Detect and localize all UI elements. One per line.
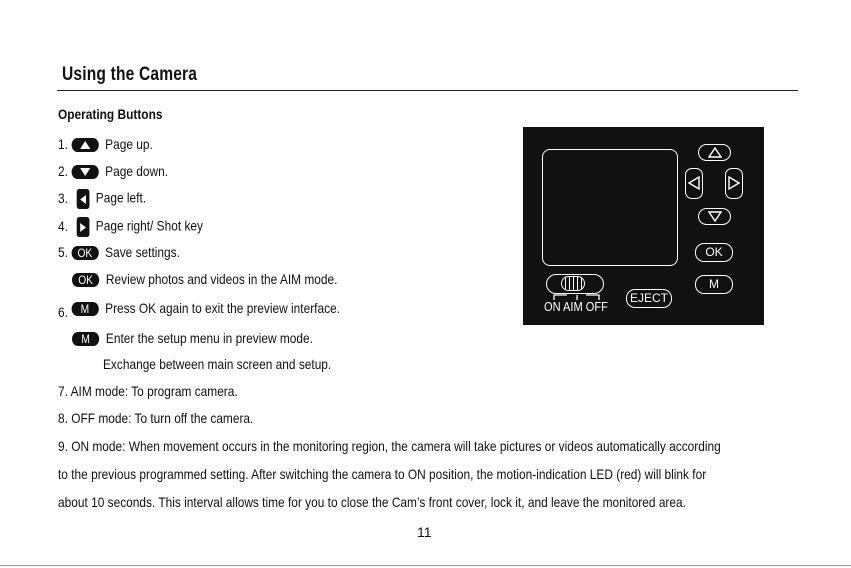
mode-switch-labels: ON AIM OFF: [544, 299, 608, 314]
section-title: Operating Buttons: [58, 106, 163, 122]
camera-panel-illustration: [523, 127, 764, 325]
camera-lcd-screen: [542, 149, 678, 266]
m-key-icon: M: [71, 302, 98, 316]
list-item: 1. Page up.: [58, 136, 153, 152]
list-item: 8. OFF mode: To turn off the camera.: [58, 410, 254, 426]
camera-eject-button: EJECT: [626, 289, 672, 308]
item-text: Page right/ Shot key: [95, 217, 203, 234]
up-arrow-icon: [71, 138, 98, 152]
item-text: Page down.: [105, 163, 169, 179]
item-text: AIM mode: To program camera.: [70, 383, 238, 399]
list-item: [103, 356, 331, 372]
list-item: 6. M Press OK again to exit the preview interface.: [58, 300, 340, 320]
item-text: Page left.: [95, 189, 147, 206]
item-text: Save settings.: [105, 244, 180, 260]
paragraph-line: about 10 seconds. This interval allows time for you to close the Cam’s front cover, lock it, and leave the monitored area.: [58, 494, 686, 510]
item-text: Review photos and videos in the AIM mode.: [105, 271, 338, 287]
ok-key-icon: OK: [71, 246, 98, 260]
right-arrow-icon: [76, 217, 89, 237]
list-item: 4. Page right/ Shot key: [58, 217, 203, 237]
left-arrow-icon: [76, 189, 89, 209]
list-item: 5. OK Save settings.: [58, 244, 180, 261]
camera-right-button: [725, 168, 743, 199]
item-text: Enter the setup menu in preview mode.: [105, 330, 313, 346]
item-text: Press OK again to exit the preview interface.: [105, 300, 340, 316]
down-arrow-icon: [71, 165, 98, 179]
bottom-rule: [0, 565, 851, 566]
list-item: 2. Page down.: [58, 163, 169, 179]
camera-left-button: [685, 168, 703, 199]
list-item: 3. Page left.: [58, 189, 146, 209]
list-item: 7. AIM mode: To program camera.: [58, 383, 238, 399]
page-title: Using the Camera: [62, 64, 198, 85]
item-text: Page up.: [105, 136, 153, 152]
ok-key-icon: OK: [72, 273, 99, 287]
item-text: Exchange between main screen and setup.: [103, 356, 332, 372]
camera-ok-button: OK: [695, 243, 733, 262]
title-rule: [57, 90, 798, 91]
camera-up-button: [698, 144, 731, 161]
paragraph-line: 9. ON mode: When movement occurs in the monitoring region, the camera will take pictures or videos automatically according: [58, 438, 721, 454]
paragraph-line: to the previous programmed setting. After switching the camera to ON position, the motion-indication LED (red) will blink for: [58, 466, 707, 482]
mode-switch: [546, 274, 604, 294]
camera-m-button: M: [695, 275, 733, 294]
list-item: [72, 330, 313, 346]
camera-down-button: [698, 208, 731, 225]
item-text: OFF mode: To turn off the camera.: [71, 410, 254, 426]
page-number: 11: [417, 524, 432, 540]
mode-switch-knob: [561, 276, 585, 291]
list-item: [72, 271, 337, 287]
m-key-icon: M: [72, 332, 99, 346]
